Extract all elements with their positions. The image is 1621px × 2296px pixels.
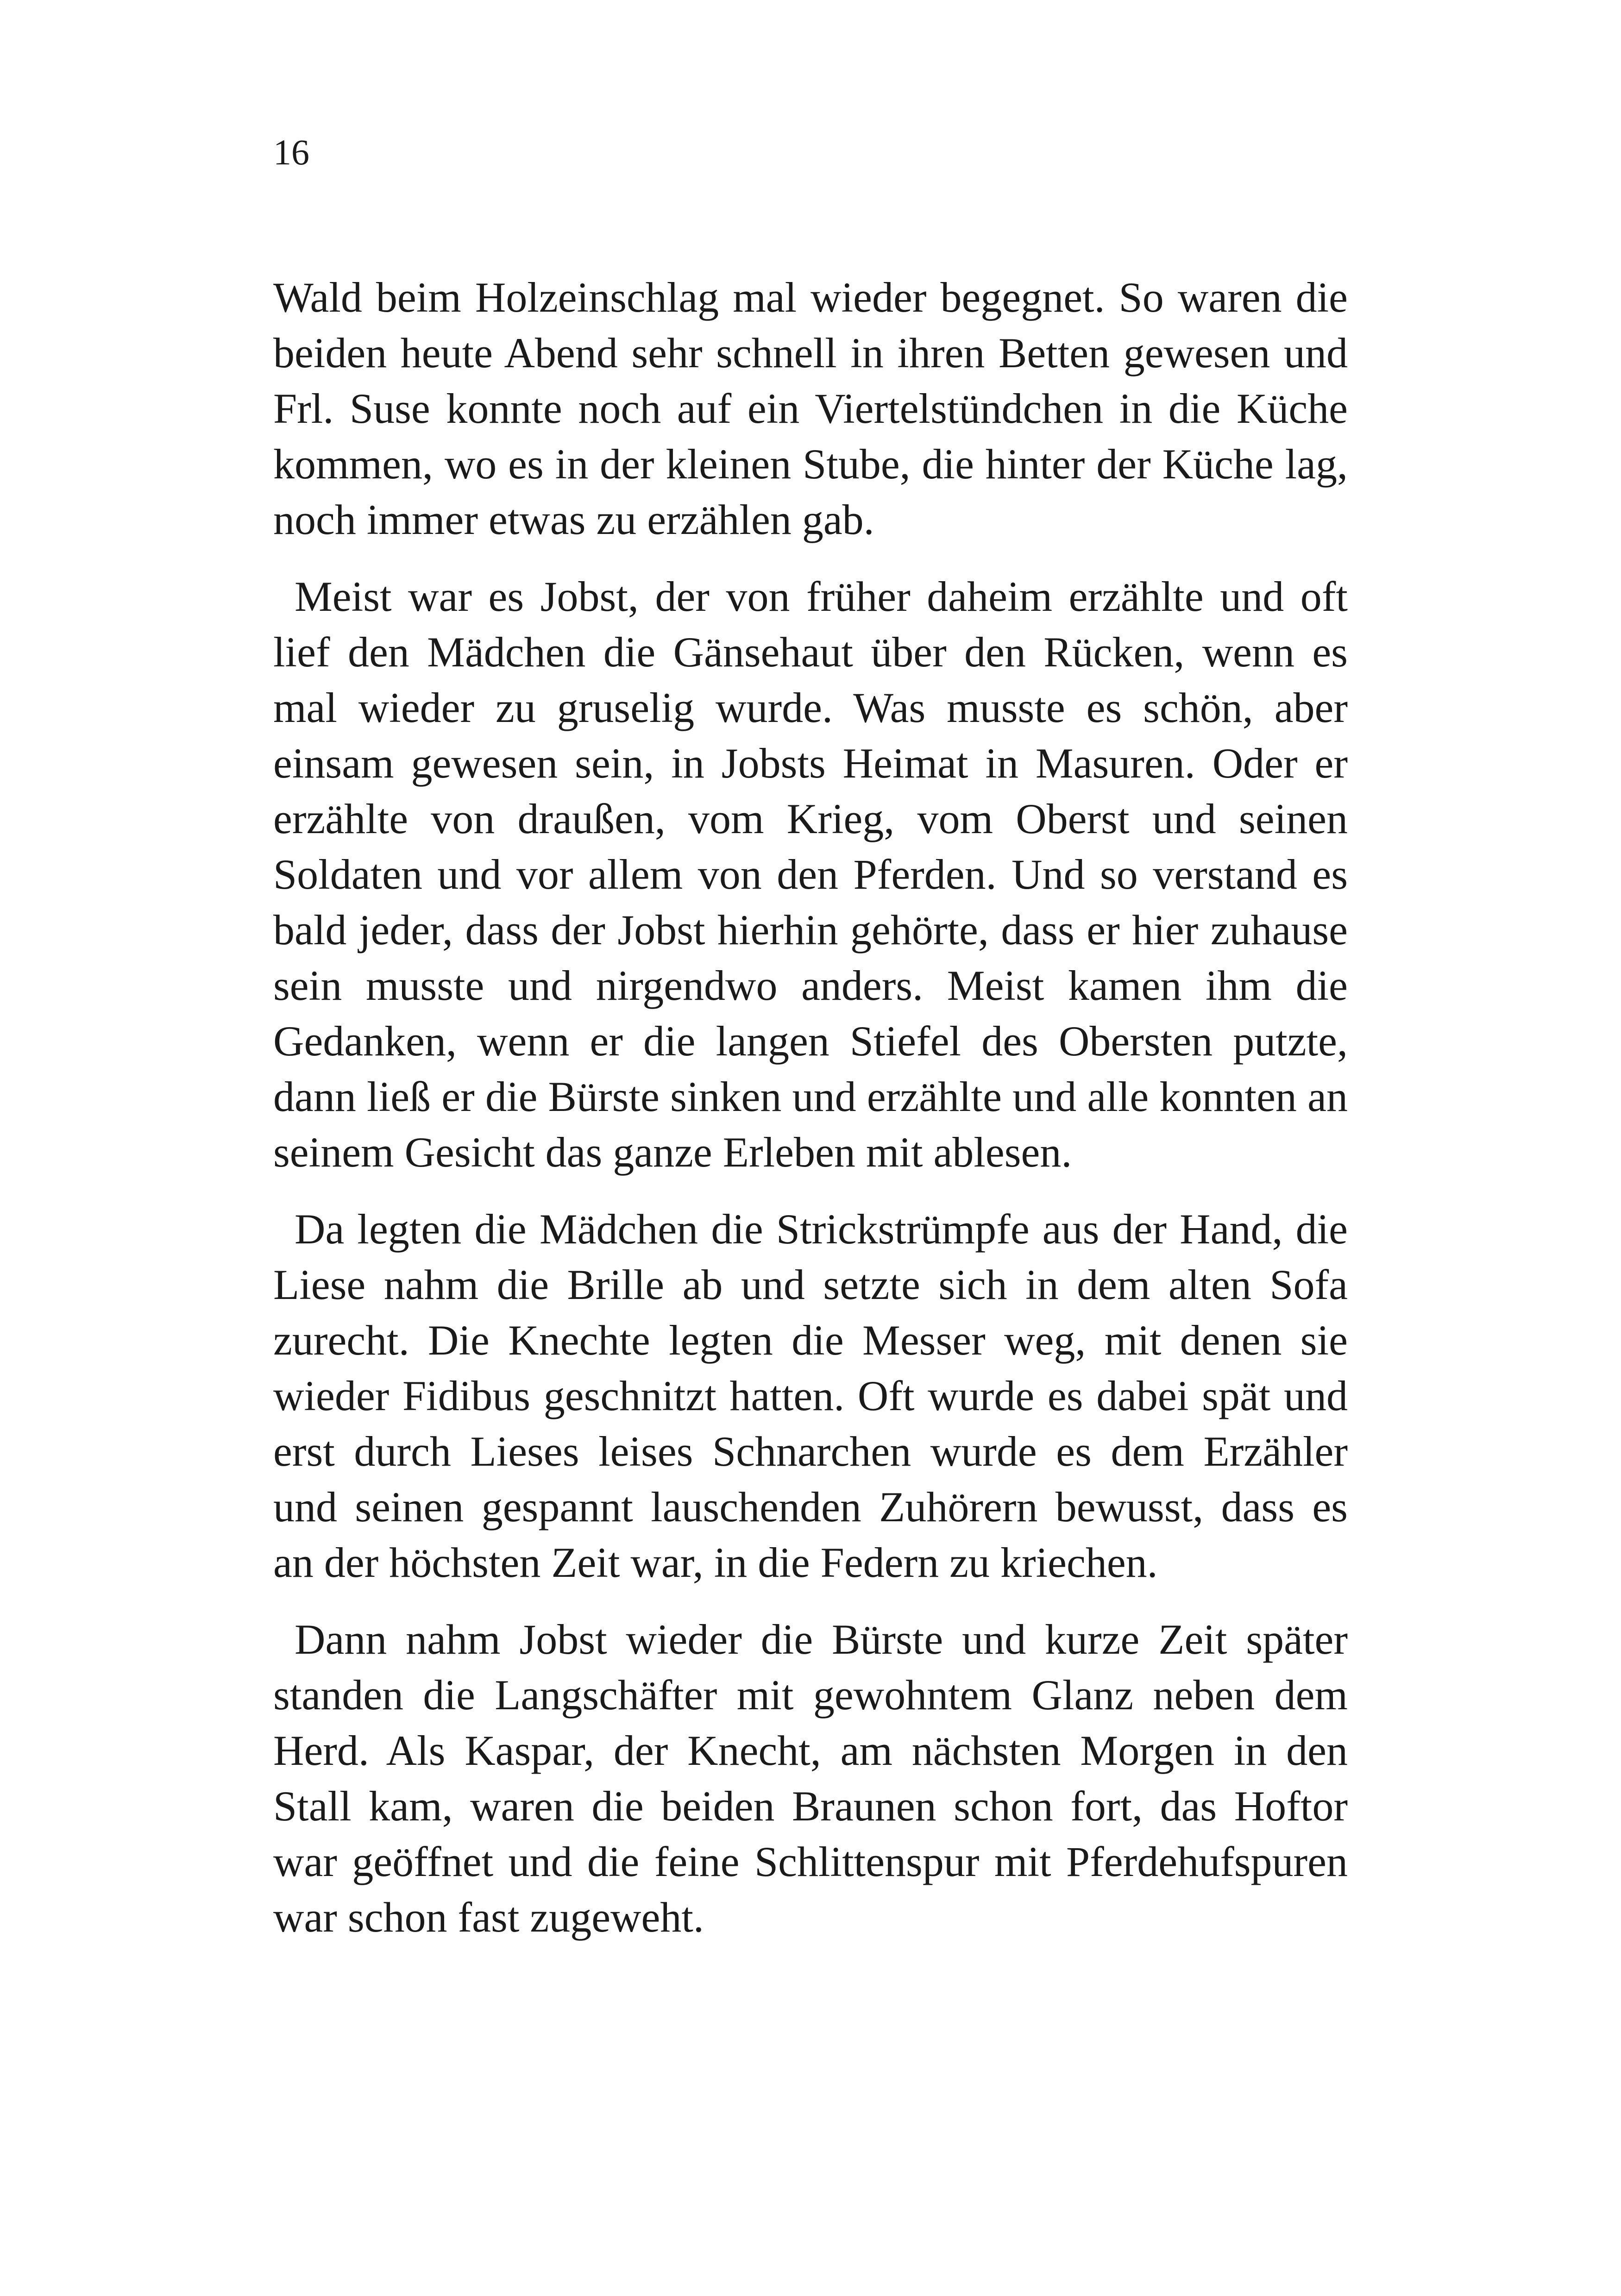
paragraph-2: Meist war es Jobst, der von früher daheim erzählte und oft lief den Mädchen die Gänsehaut über den Rücken, wenn es mal wieder zu gruselig wurde. Was musste es schön, aber einsam gewesen sein, in Jobsts Heimat in Masuren. Oder er erzählte von draußen, vom Krieg, vom Oberst und seinen Soldaten und vor allem von den Pferden. Und so verstand es bald jeder, dass der Jobst hierhin gehörte, dass er hier zuhause sein musste und nirgendwo anders. Meist kamen ihm die Gedanken, wenn er die langen Stiefel des Obersten putzte, dann ließ er die Bürste sinken und erzählte und alle konnten an seinem Gesicht das ganze Erleben mit ablesen. xyxy=(273,573,1348,1176)
body-text xyxy=(273,270,1348,1966)
paragraph-1: Wald beim Holzeinschlag mal wieder begegnet. So waren die beiden heute Abend sehr schnell in ihren Betten gewesen und Frl. Suse konnte noch auf ein Viertelstündchen in die Küche kommen, wo es in der kleinen Stube, die hinter der Küche lag, noch immer etwas zu erzählen gab. xyxy=(273,274,1348,543)
page-number: 16 xyxy=(273,132,309,172)
paragraph-4: Dann nahm Jobst wieder die Bürste und kurze Zeit später standen die Langschäfter mit gewohntem Glanz neben dem Herd. Als Kaspar, der Knecht, am nächsten Morgen in den Stall kam, waren die beiden Braunen schon fort, das Hoftor war geöffnet und die feine Schlittenspur mit Pferdehufspuren war schon fast zugeweht. xyxy=(273,1616,1348,1941)
paragraph-3: Da legten die Mädchen die Strickstrümpfe aus der Hand, die Liese nahm die Brille ab und setzte sich in dem alten Sofa zurecht. Die Knechte legten die Messer weg, mit denen sie wieder Fidibus geschnitzt hatten. Oft wurde es dabei spät und erst durch Lieses leises Schnarchen wurde es dem Erzähler und seinen gespannt lauschenden Zuhörern bewusst, dass es an der höchsten Zeit war, in die Federn zu kriechen. xyxy=(273,1205,1348,1586)
